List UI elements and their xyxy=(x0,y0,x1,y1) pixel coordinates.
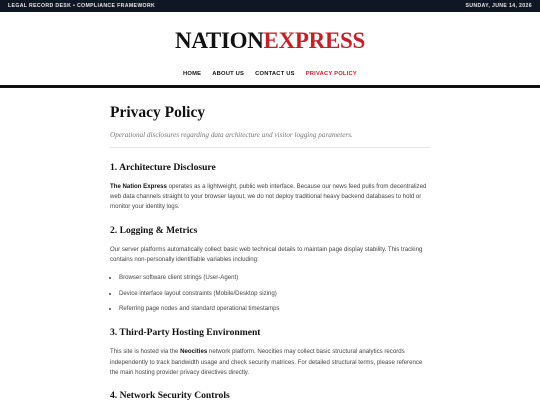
logo-part-express: EXPRESS xyxy=(263,28,365,53)
section-heading: 1. Architecture Disclosure xyxy=(110,162,216,173)
section-body: Our server platforms automatically collect basic web technical details to maintain page display stability. This tracking contains non-personally identifiable variables including: xyxy=(110,245,423,263)
nav-contact-us[interactable]: CONTACT US xyxy=(255,71,295,77)
nav-privacy-policy[interactable]: PRIVACY POLICY xyxy=(305,71,357,77)
section-body xyxy=(110,182,430,213)
list-item: • Browser software client strings (User-Agent) xyxy=(119,273,430,283)
section-logging xyxy=(110,225,430,315)
section-body-text: operates as a lightweight, public web interface. Because our news feed pulls from decentralized web data channels straight to your browser layout, we do not deploy traditional heavy backend databases to hold or monitor your identity logs. xyxy=(110,183,427,211)
nav-home[interactable]: HOME xyxy=(183,71,202,77)
section-heading: 2. Logging & Metrics xyxy=(110,224,198,236)
list-item: • Device interface layout constraints (Mobile/Desktop sizing) xyxy=(119,289,430,299)
main-nav xyxy=(0,63,540,85)
page-subtitle: Operational disclosures regarding data architecture and visitor logging parameters. xyxy=(110,131,353,139)
section-body-pre: This site is hosted via the xyxy=(110,348,181,356)
section-network-security xyxy=(110,390,430,401)
page-title: Privacy Policy xyxy=(110,104,206,121)
section-body xyxy=(110,347,430,378)
logo-part-nation: NATION xyxy=(175,28,264,53)
section-heading: 3. Third-Party Hosting Environment xyxy=(110,327,261,339)
logging-list xyxy=(110,273,430,314)
top-bar-date: SUNDAY, JUNE 14, 2026 xyxy=(465,3,532,9)
site-logo[interactable] xyxy=(175,28,365,54)
top-bar xyxy=(0,0,540,12)
brand-name: The Nation Express xyxy=(110,183,167,190)
main-content xyxy=(110,88,430,401)
top-bar-left-text: LEGAL RECORD DESK • COMPLIANCE FRAMEWORK xyxy=(8,3,156,9)
section-hosting xyxy=(110,327,430,378)
masthead xyxy=(0,12,540,64)
nav-about-us[interactable]: ABOUT US xyxy=(212,71,245,77)
section-body-text: network platform. Neocities may collect basic structural analytics records independently to track bandwidth usage and check security matrices. For detailed structural terms, please reference the main hosting provider privacy directives directly. xyxy=(110,348,423,376)
host-name: Neocities xyxy=(180,348,208,356)
title-divider xyxy=(110,147,430,148)
list-item: • Referring page nodes and standard operational timestamps xyxy=(119,304,430,314)
section-heading: 4. Network Security Controls xyxy=(110,390,230,402)
section-architecture xyxy=(110,162,430,213)
